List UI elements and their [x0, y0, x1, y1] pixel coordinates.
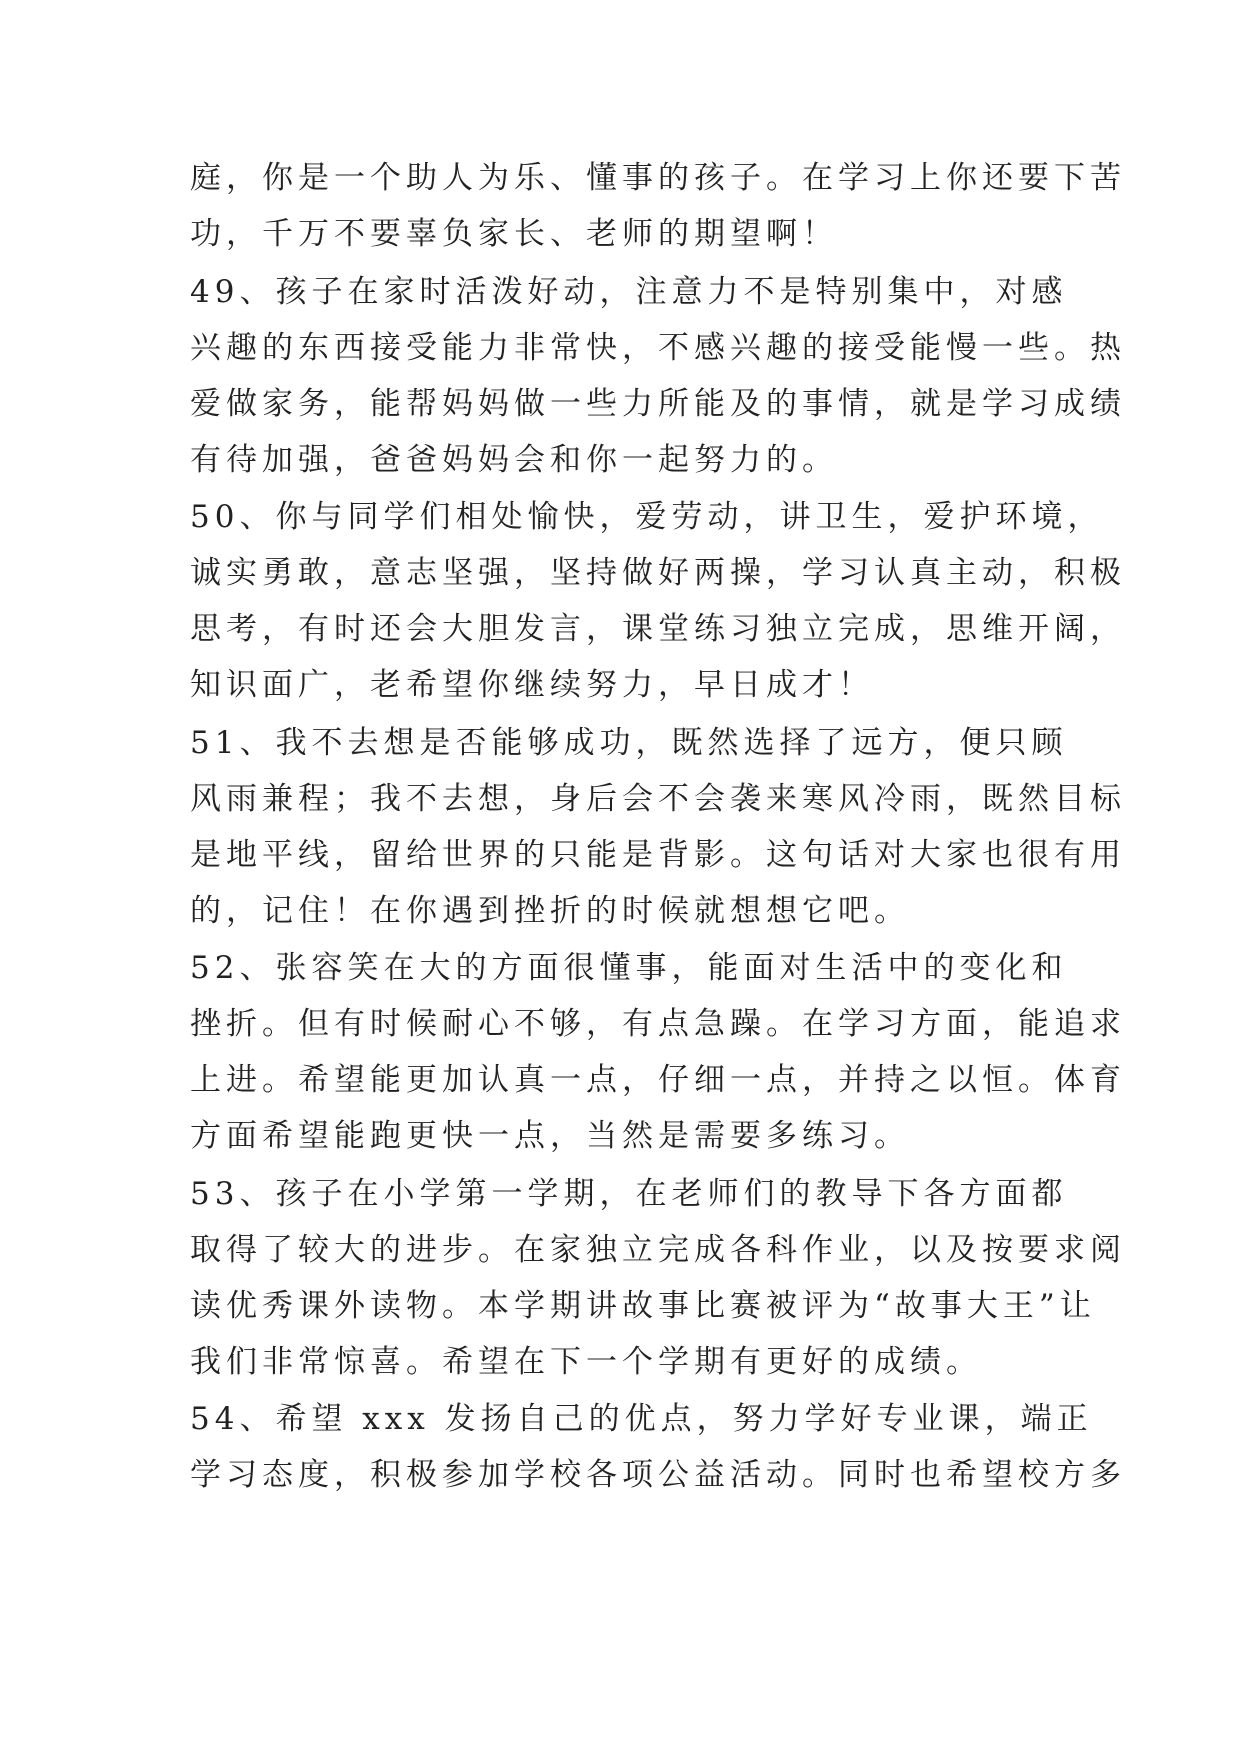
text-line: 功，千万不要辜负家长、老师的期望啊！ [190, 216, 838, 252]
text-line: 49、孩子在家时活泼好动，注意力不是特别集中，对感 [190, 273, 1068, 310]
text-line: 是地平线，留给世界的只能是背影。这句话对大家也很有用 [190, 836, 1126, 873]
paragraph-intro-continuation [190, 150, 1126, 262]
text-line: 上进。希望能更加认真一点，仔细一点，并持之以恒。体育 [190, 1062, 1126, 1098]
text-line: 51、我不去想是否能够成功，既然选择了远方，便只顾 [190, 724, 1068, 761]
text-line: 知识面广，老希望你继续努力，早日成才！ [190, 667, 874, 703]
text-line: 爱做家务，能帮妈妈做一些力所能及的事情，就是学习成绩 [190, 385, 1126, 422]
paragraph-53 [190, 1166, 1126, 1390]
paragraph-49 [190, 264, 1126, 488]
text-line: 庭，你是一个助人为乐、懂事的孩子。在学习上你还要下苦 [190, 160, 1126, 196]
text-line: 方面希望能跑更快一点，当然是需要多练习。 [190, 1118, 910, 1154]
paragraph-51 [190, 715, 1126, 939]
text-line: 54、希望 xxx 发扬自己的优点，努力学好专业课，端正 [190, 1401, 1093, 1437]
paragraph-50 [190, 489, 1126, 713]
text-line: 挫折。但有时候耐心不够，有点急躁。在学习方面，能追求 [190, 1006, 1126, 1042]
text-line: 50、你与同学们相处愉快，爱劳动，讲卫生，爱护环境， [190, 499, 1104, 535]
text-line: 兴趣的东西接受能力非常快，不感兴趣的接受能慢一些。热 [190, 329, 1126, 366]
text-line: 有待加强，爸爸妈妈会和你一起努力的。 [190, 441, 838, 478]
text-line: 风雨兼程；我不去想，身后会不会袭来寒风冷雨，既然目标 [190, 780, 1126, 817]
text-line: 取得了较大的进步。在家独立完成各科作业，以及按要求阅 [190, 1231, 1126, 1268]
text-line: 读优秀课外读物。本学期讲故事比赛被评为“故事大王”让 [190, 1287, 1096, 1324]
document-body [190, 150, 1126, 1503]
text-line: 52、张容笑在大的方面很懂事，能面对生活中的变化和 [190, 950, 1068, 986]
paragraph-52 [190, 940, 1126, 1164]
text-line: 学习态度，积极参加学校各项公益活动。同时也希望校方多 [190, 1457, 1126, 1493]
paragraph-54 [190, 1391, 1126, 1503]
text-line: 53、孩子在小学第一学期，在老师们的教导下各方面都 [190, 1175, 1068, 1212]
text-line: 的，记住！在你遇到挫折的时候就想想它吧。 [190, 892, 910, 929]
text-line: 我们非常惊喜。希望在下一个学期有更好的成绩。 [190, 1343, 982, 1380]
text-line: 思考，有时还会大胆发言，课堂练习独立完成，思维开阔， [190, 611, 1126, 647]
text-line: 诚实勇敢，意志坚强，坚持做好两操，学习认真主动，积极 [190, 555, 1126, 591]
